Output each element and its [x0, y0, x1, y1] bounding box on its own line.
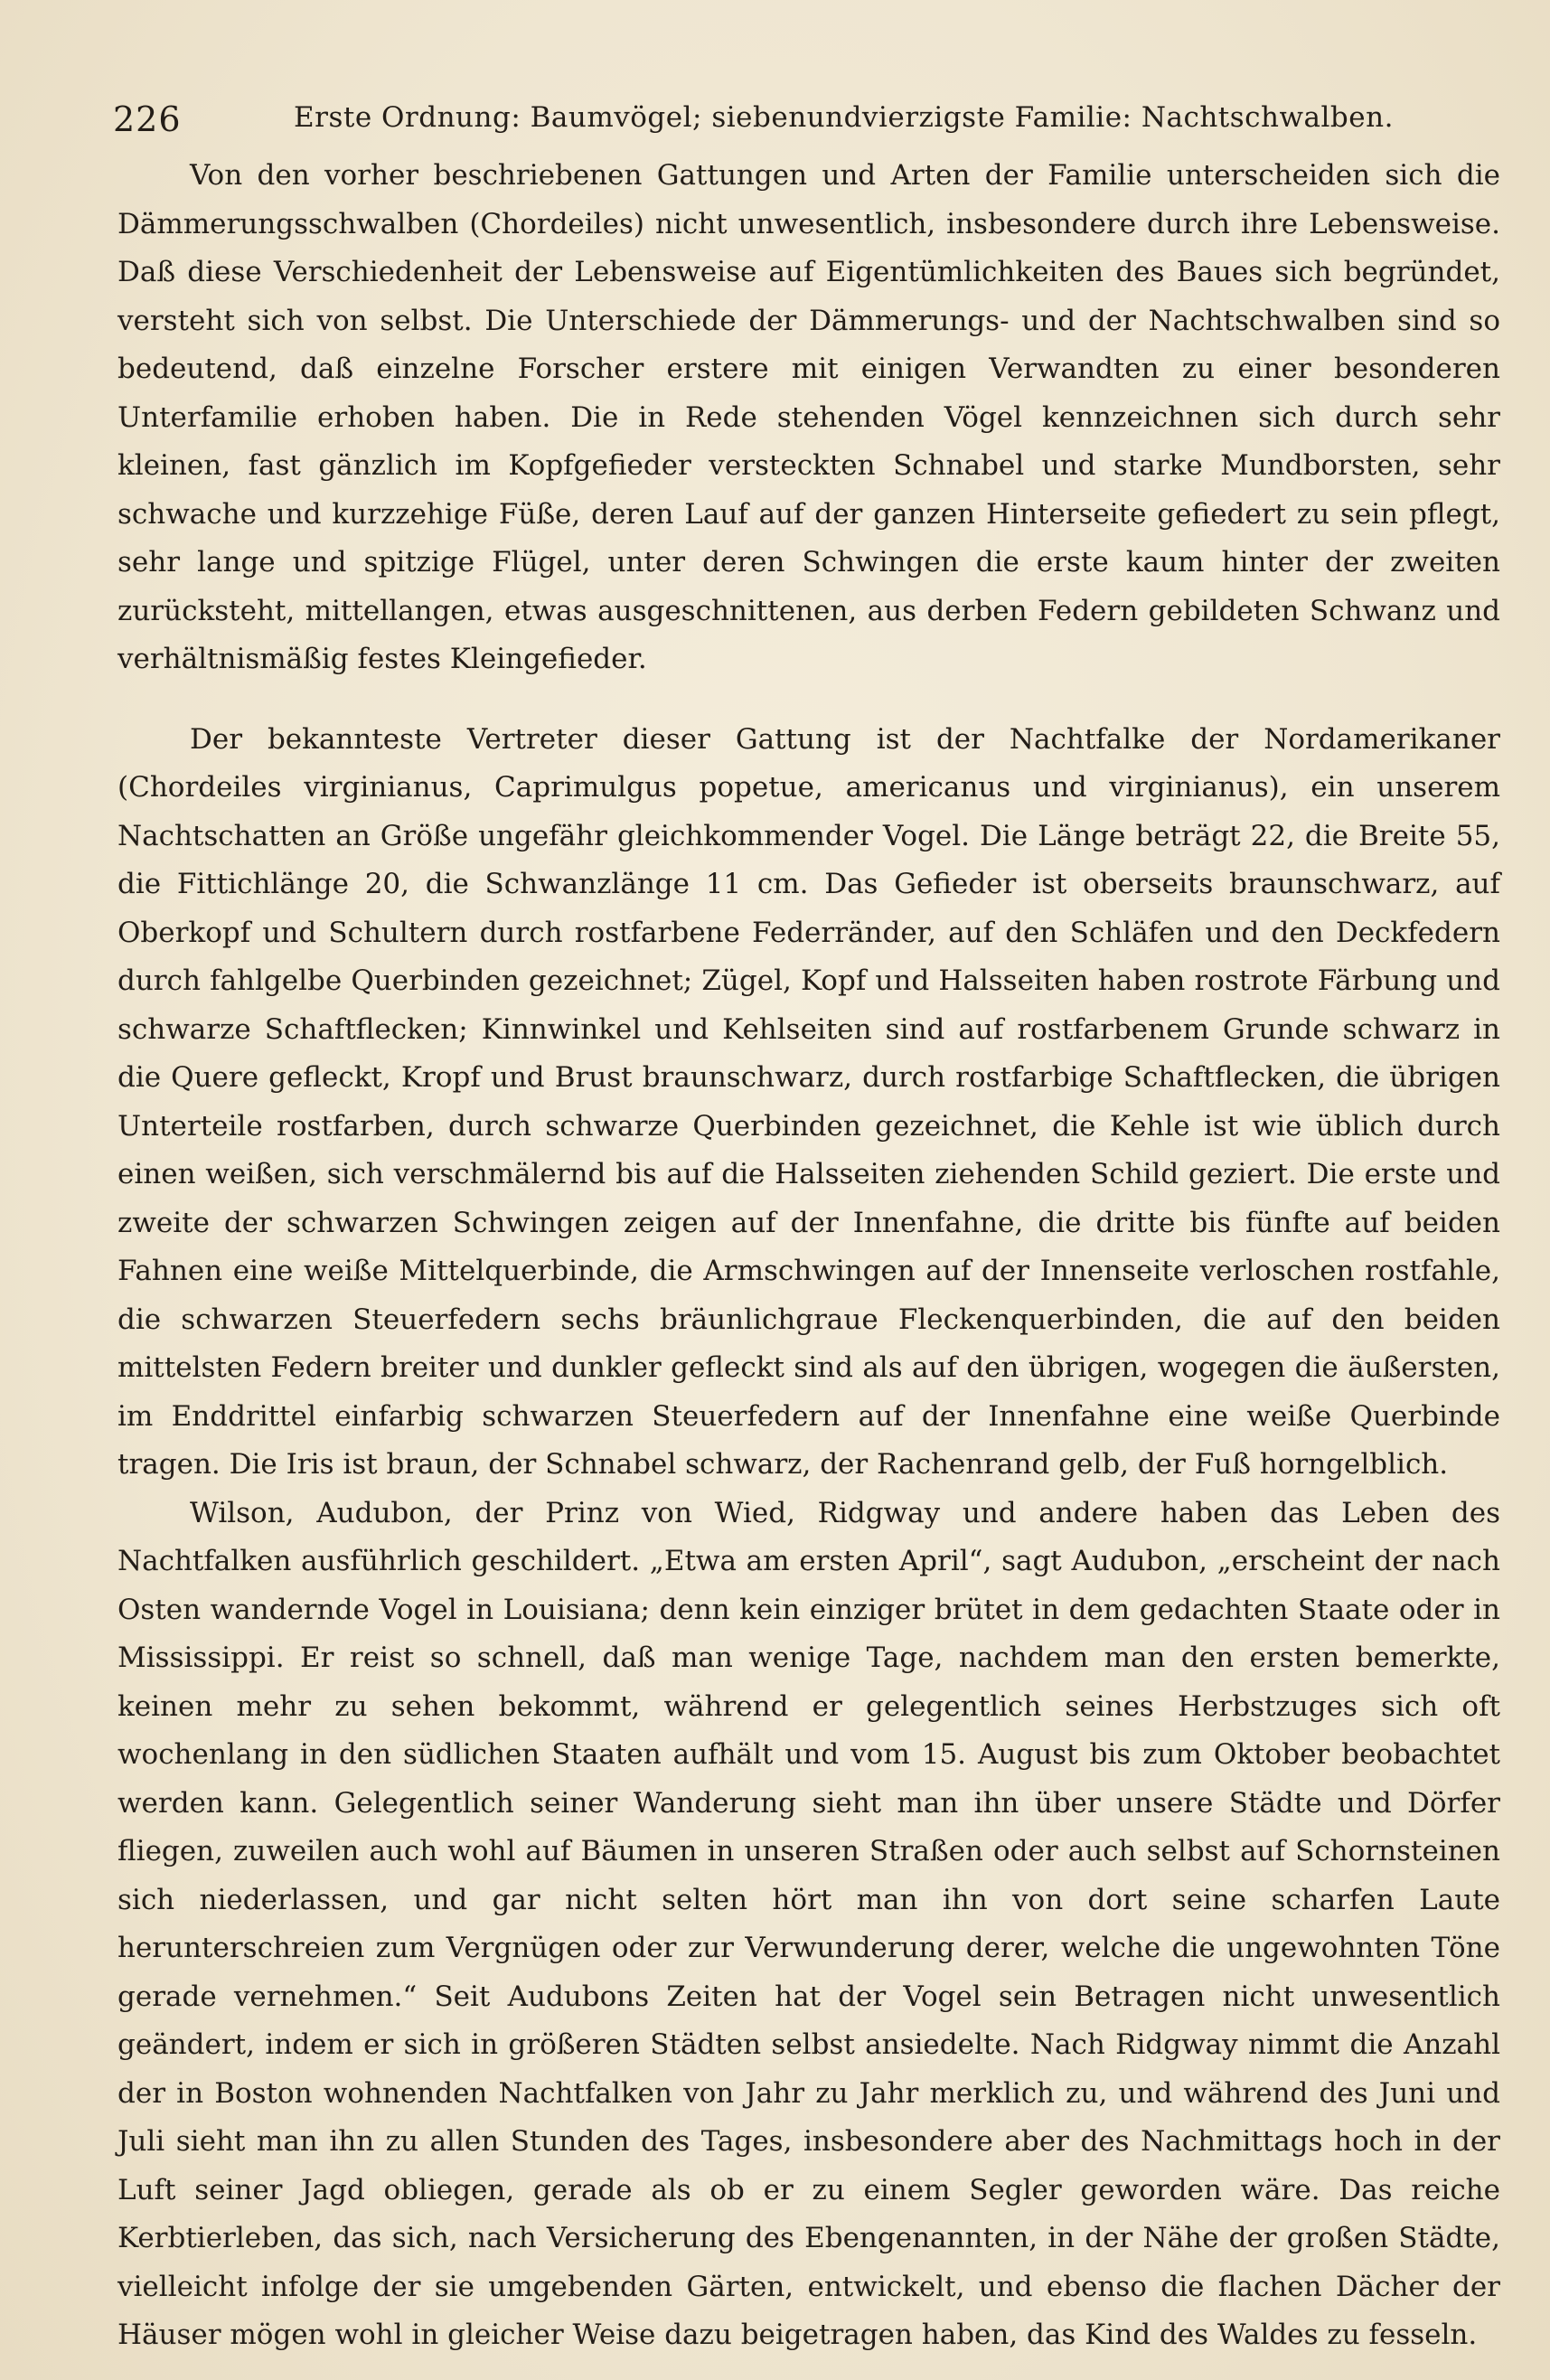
paragraph-dammerungsschwalben: Von den vorher beschriebenen Gattungen und Arten der Familie unterscheiden sich die Dämmerungsschwalben (Chordeiles) nicht unwesentlich, insbesondere durch ihre Lebensweise. Daß diese Verschiedenheit der Lebensweise auf Eigentümlichkeiten des Baues sich begründet, versteht sich von selbst. Die Unterschiede der Dämmerungs- und der Nachtschwalben sind so bedeutend, daß einzelne Forscher erstere mit einigen Verwandten zu einer besonderen Unterfamilie erhoben haben. Die in Rede stehenden Vögel kennzeichnen sich durch sehr kleinen, fast gänzlich im Kopfgefieder versteckten Schnabel und starke Mundborsten, sehr schwache und kurzzehige Füße, deren Lauf auf der ganzen Hinterseite gefiedert zu sein pflegt, sehr lange und spitzige Flügel, unter deren Schwingen die erste kaum hinter der zweiten zurücksteht, mittellangen, etwas ausgeschnittenen, aus derben Federn gebildeten Schwanz und verhältnismäßig festes Kleingefieder. — [117, 159, 1500, 675]
running-head: Erste Ordnung: Baumvögel; siebenundvierzigste Familie: Nachtschwalben. — [294, 101, 1394, 134]
page-number: 226 — [113, 99, 182, 139]
body-text — [117, 152, 1500, 2360]
paragraph-nachtfalke-description: Der bekannteste Vertreter dieser Gattung ist der Nachtfalke der Nordamerikaner (Chordeiles virginianus, Caprimulgus popetue, americanus und virginianus), ein unserem Nachtschatten an Größe ungefähr gleichkommender Vogel. Die Länge beträgt 22, die Breite 55, die Fittichlänge 20, die Schwanzlänge 11 cm. Das Gefieder ist oberseits braunschwarz, auf Oberkopf und Schultern durch rostfarbene Federränder, auf den Schläfen und den Deckfedern durch fahlgelbe Querbinden gezeichnet; Zügel, Kopf und Halsseiten haben rostrote Färbung und schwarze Schaftflecken; Kinnwinkel und Kehlseiten sind auf rostfarbenem Grunde schwarz in die Quere gefleckt, Kropf und Brust braunschwarz, durch rostfarbige Schaftflecken, die übrigen Unterteile rostfarben, durch schwarze Querbinden gezeichnet, die Kehle ist wie üblich durch einen weißen, sich verschmälernd bis auf die Halsseiten ziehenden Schild geziert. Die erste und zweite der schwarzen Schwingen zeigen auf der Innenfahne, die dritte bis fünfte auf beiden Fahnen eine weiße Mittelquerbinde, die Armschwingen auf der Innenseite verloschen rostfahle, die schwarzen Steuerfedern sechs bräunlichgraue Fleckenquerbinden, die auf den beiden mittelsten Federn breiter und dunkler gefleckt sind als auf den übrigen, wogegen die äußersten, im Enddrittel einfarbig schwarzen Steuerfedern auf der Innenfahne eine weiße Querbinde tragen. Die Iris ist braun, der Schnabel schwarz, der Rachenrand gelb, der Fuß horngelblich. — [117, 722, 1500, 1481]
page-header — [113, 90, 1487, 145]
paragraph-nachtfalke-behavior: Wilson, Audubon, der Prinz von Wied, Ridgway und andere haben das Leben des Nachtfalken ausführlich geschildert. „Etwa am ersten April“, sagt Audubon, „erscheint der nach Osten wandernde Vogel in Louisiana; denn kein einziger brütet in dem gedachten Staate oder in Mississippi. Er reist so schnell, daß man wenige Tage, nachdem man den ersten bemerkte, keinen mehr zu sehen bekommt, während er gelegentlich seines Herbstzuges sich oft wochenlang in den südlichen Staaten aufhält und vom 15. August bis zum Oktober beobachtet werden kann. Gelegentlich seiner Wanderung sieht man ihn über unsere Städte und Dörfer fliegen, zuweilen auch wohl auf Bäumen in unseren Straßen oder auch selbst auf Schornsteinen sich niederlassen, und gar nicht selten hört man ihn von dort seine scharfen Laute herunterschreien zum Vergnügen oder zur Verwunderung derer, welche die ungewohnten Töne gerade vernehmen.“ Seit Audubons Zeiten hat der Vogel sein Betragen nicht unwesentlich geändert, indem er sich in größeren Städten selbst ansiedelte. Nach Ridgway nimmt die Anzahl der in Boston wohnenden Nachtfalken von Jahr zu Jahr merklich zu, und während des Juni und Juli sieht man ihn zu allen Stunden des Tages, insbesondere aber des Nachmittags hoch in der Luft seiner Jagd obliegen, gerade als ob er zu einem Segler geworden wäre. Das reiche Kerbtierleben, das sich, nach Versicherung des Ebengenannten, in der Nähe der großen Städte, vielleicht infolge der sie umgebenden Gärten, entwickelt, und ebenso die flachen Dächer der Häuser mögen wohl in gleicher Weise dazu beigetragen haben, das Kind des Waldes zu fesseln. — [117, 1496, 1500, 2351]
